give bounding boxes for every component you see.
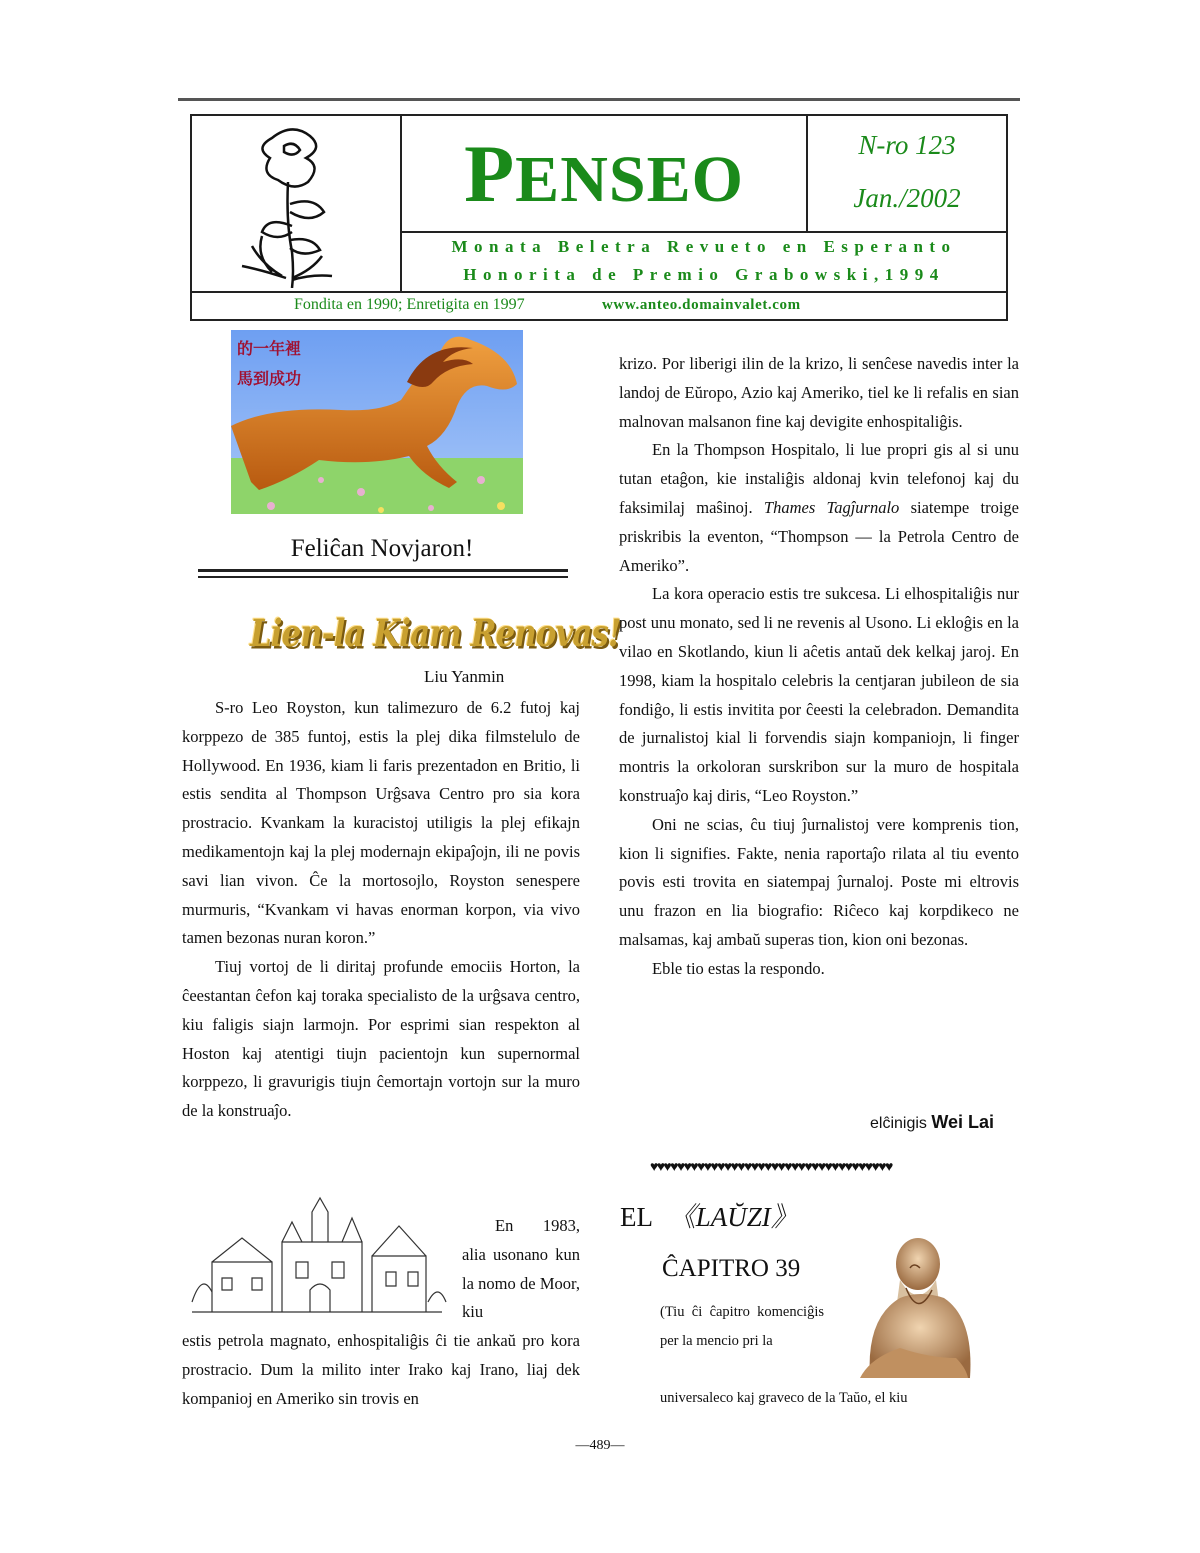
laozi-intro-text: (Tiu ĉi ĉapitro komenciĝis per la mencio pri la <box>660 1304 824 1349</box>
right-paragraph-2 <box>619 436 1019 580</box>
founded-text: Fondita en 1990; Enretigita en 1997 <box>294 296 525 313</box>
page-number: —489— <box>575 1438 625 1453</box>
title-initial: P <box>464 127 516 219</box>
laozi-intro-tail-block <box>660 1384 976 1413</box>
website-link[interactable]: www.anteo.domainvalet.com <box>602 297 801 313</box>
left-column <box>182 694 580 1126</box>
article-title-graphic: Lien-la Kiam Renovas! <box>250 612 621 656</box>
subtitle-line2: Honorita de Premio Grabowski,1994 <box>463 265 945 284</box>
chapter-heading: ĈAPITRO 39 <box>662 1255 801 1282</box>
laozi-title: 《LAŬZI》 <box>668 1202 798 1232</box>
magazine-title <box>402 116 808 233</box>
article-author: Liu Yanmin <box>424 667 505 686</box>
issue-date: Jan./2002 <box>853 183 961 213</box>
right-paragraph-3: La kora operacio estis tre sukcesa. Li elhospitaliĝis nur post unu monato, sed li ne revenis al Usono. Li ekloĝis en la vilao en Skotlando, kiun li aĉetis antaŭ dek kelkaj jaroj. En 1998, kiam la hospitalo celebris la centjaran jubileon de sia fondiĝo, li estis invitita por ĉeesti la celebradon. Demandita de jurnalistoj kial li forvendis siajn kompaniojn, li finger montris la orkoloran surskribon sur la muro de hospitala konstruaĵo kaj diris, “Leo Royston.” <box>619 584 1019 805</box>
horse-image <box>231 330 523 514</box>
laozi-prefix: EL <box>620 1202 652 1232</box>
issue-number: N-ro 123 <box>858 130 956 160</box>
right-column <box>619 350 1019 984</box>
right-paragraph-4: Oni ne scias, ĉu tiuj ĵurnalistoj vere komprenis tion, kion li signifies. Fakte, nenia raportaĵo rilata al tiu evento povis esti trovita en siatempaj ĵurnaloj. Poste mi eltrovis unu frazon en lia biografio: Riĉeco kaj korpdikeco ne malsamas, kaj ambaŭ superas tion, kion oni bezonas. <box>619 814 1019 949</box>
translator-label: elĉinigis <box>870 1115 927 1132</box>
top-rule <box>178 98 1020 101</box>
left-wrap-column <box>462 1212 580 1327</box>
laozi-statue-image <box>840 1228 974 1380</box>
horse-caption-1: 的一年裡 <box>237 339 302 358</box>
left-wrap-text: En 1983, alia usonano kun la nomo de Moor, kiu <box>462 1216 580 1322</box>
newspaper-name: Thames Tagĵurnalo <box>763 497 900 517</box>
left-tail-column <box>182 1327 580 1413</box>
issue-box <box>808 116 1006 233</box>
rose-logo <box>192 116 402 291</box>
masthead <box>190 114 1008 321</box>
subtitle-line1: Monata Beletra Revueto en Esperanto <box>451 237 957 256</box>
castle-icon <box>182 1192 450 1318</box>
laozi-heading <box>620 1195 798 1234</box>
title-rest: ENSEO <box>515 142 744 216</box>
castle-sketch <box>182 1192 450 1318</box>
new-year-greeting: Feliĉan Novjaron! <box>290 535 474 562</box>
rose-logo-icon <box>192 116 398 288</box>
horse-caption-2: 馬到成功 <box>237 369 302 388</box>
right-p2-text: En la Thompson Hospitalo, li lue propri gis al si unu tutan etaĝon, kie instaliĝis aldonaj kvin telefonoj kaj du faksimilaj maŝinoj. <box>619 440 1019 517</box>
laozi-intro <box>660 1298 824 1356</box>
subtitle-box <box>402 233 1006 291</box>
laozi-intro-tail: universaleco kaj graveco de la Taŭo, el kiu <box>660 1390 908 1406</box>
masthead-footer <box>192 291 1006 319</box>
right-paragraph-5: Eble tio estas la respondo. <box>652 958 825 978</box>
right-p2-tail: siatempe troige priskribis la eventon, “Thompson — la Petrola Centro de Ameriko”. <box>619 497 1019 575</box>
left-tail-text: estis petrola magnato, enhospitaliĝis ĉi tie ankaŭ pro kora prostracio. Dum la milito inter Irako kaj Irano, liaj dek kompanioj en Ameriko sin trovis en <box>182 1331 580 1408</box>
double-rule <box>198 569 568 578</box>
left-paragraph-2: Tiuj vortoj de li diritaj profunde emociis Horton, la ĉeestantan ĉefon kaj toraka specialisto de la urĝsava centro, kiu faligis siajn larmojn. Por esprimi sian respekton al Hoston kaj atentigi tiujn pacientojn kun supernormal korppezo, li gravurigis tiujn ĉemortajn vortojn sur la muro de la konstruaĵo. <box>182 957 580 1121</box>
laozi-statue-icon <box>840 1228 974 1380</box>
left-paragraph-1: S-ro Leo Royston, kun talimezuro de 6.2 futoj kaj korppezo de 385 funtoj, estis la plej dika filmstelulo de Hollywood. En 1936, kiam li faris prezentadon en Britio, li estis sendita al Thompson Urĝsava Centro pro sia kora prostracio. Kvankam la kuracistoj utiligis la plej efikajn medikamentojn kaj la plej modernajn ekipaĵojn, ili ne povis savi lian vivon. Ĉe la mortosojlo, Royston senespere murmuris, “Kvankam vi havas enorman korpon, via vivo tamen bezonas nuran koron.” <box>182 698 580 948</box>
hearts-divider: ♥♥♥♥♥♥♥♥♥♥♥♥♥♥♥♥♥♥♥♥♥♥♥♥♥♥♥♥♥♥♥♥♥♥♥♥ <box>650 1160 892 1175</box>
translator-name: Wei Lai <box>931 1112 995 1132</box>
right-paragraph-1: krizo. Por liberigi ilin de la krizo, li senĉese navedis inter la landoj de Eŭropo, Azio kaj Ameriko, tiel ke li refalis en sian malnovan malsanon fine kaj devigite enhospitaliĝis. <box>619 354 1019 431</box>
horse-illustration <box>231 330 523 514</box>
translator-credit <box>870 1112 994 1133</box>
